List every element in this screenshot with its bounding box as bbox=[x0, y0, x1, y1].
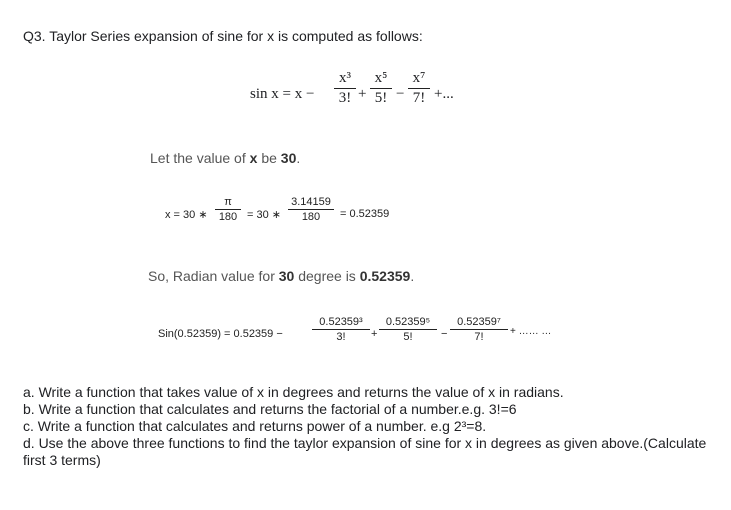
sin-lhs: Sin(0.52359) = 0.52359 − bbox=[158, 328, 283, 340]
task-a: a. Write a function that takes value of x in degrees and returns the value of x in radians. bbox=[23, 384, 564, 400]
conversion-eq-1: = 30 ∗ bbox=[247, 209, 281, 221]
formula-op-2: − bbox=[396, 86, 405, 102]
pi-over-180 bbox=[215, 196, 241, 223]
conversion-lhs: x = 30 ∗ bbox=[165, 209, 208, 221]
radian-statement bbox=[148, 268, 414, 284]
taylor-formula bbox=[250, 64, 480, 124]
value-numerator: 3.14159 bbox=[291, 196, 331, 208]
let-statement bbox=[150, 150, 300, 166]
term-1-denominator: 3! bbox=[338, 90, 352, 106]
let-suffix: . bbox=[296, 150, 301, 166]
value-over-180 bbox=[288, 196, 334, 223]
so-middle: degree is bbox=[294, 268, 360, 284]
formula-tail: +... bbox=[434, 86, 454, 102]
question-title: Q3. Taylor Series expansion of sine for x is computed as follows: bbox=[23, 28, 423, 44]
sin-term-2-numerator: 0.52359⁵ bbox=[385, 316, 431, 328]
sin-term-1-numerator: 0.52359³ bbox=[319, 316, 363, 328]
term-3-numerator: x⁷ bbox=[412, 70, 426, 86]
sin-term-3-denominator: 7! bbox=[474, 331, 484, 343]
sin-term-2-denominator: 5! bbox=[403, 331, 413, 343]
pi-numerator: π bbox=[224, 196, 232, 208]
so-suffix: . bbox=[410, 268, 415, 284]
formula-term-1 bbox=[334, 70, 356, 107]
task-c: c. Write a function that calculates and returns power of a number. e.g 2³=8. bbox=[23, 418, 487, 434]
formula-op-1: + bbox=[358, 86, 367, 102]
radian-conversion bbox=[165, 196, 425, 236]
sin-op-1: + bbox=[371, 328, 378, 340]
sin-op-2: − bbox=[441, 328, 448, 340]
so-degree: 30 bbox=[278, 268, 295, 284]
task-list bbox=[23, 384, 713, 469]
sin-expansion bbox=[158, 316, 558, 356]
sin-term-3 bbox=[450, 316, 508, 343]
term-2-denominator: 5! bbox=[374, 90, 388, 106]
value-denominator: 180 bbox=[301, 211, 321, 223]
sin-term-1 bbox=[312, 316, 370, 343]
sin-tail: + …… … bbox=[510, 326, 552, 337]
term-2-numerator: x⁵ bbox=[374, 70, 388, 86]
term-3-denominator: 7! bbox=[412, 90, 426, 106]
let-middle: be bbox=[257, 150, 281, 166]
so-prefix: So, Radian value for bbox=[148, 268, 279, 284]
sin-term-1-denominator: 3! bbox=[336, 331, 346, 343]
formula-term-2 bbox=[370, 70, 392, 107]
so-radian: 0.52359 bbox=[359, 268, 411, 284]
let-value: 30 bbox=[280, 150, 297, 166]
task-b: b. Write a function that calculates and returns the factorial of a number.e.g. 3!=6 bbox=[23, 401, 517, 417]
let-prefix: Let the value of bbox=[150, 150, 250, 166]
term-1-numerator: x³ bbox=[339, 70, 351, 86]
let-variable: x bbox=[249, 150, 258, 166]
sin-term-2 bbox=[379, 316, 437, 343]
conversion-result: = 0.52359 bbox=[340, 208, 390, 220]
formula-term-3 bbox=[408, 70, 430, 107]
sin-term-3-numerator: 0.52359⁷ bbox=[457, 316, 501, 328]
task-d: d. Use the above three functions to find the taylor expansion of sine for x in degrees as given above.(Calculate first 3 terms) bbox=[23, 435, 707, 468]
formula-lhs: sin x = x − bbox=[250, 86, 315, 102]
pi-denominator: 180 bbox=[218, 211, 238, 223]
